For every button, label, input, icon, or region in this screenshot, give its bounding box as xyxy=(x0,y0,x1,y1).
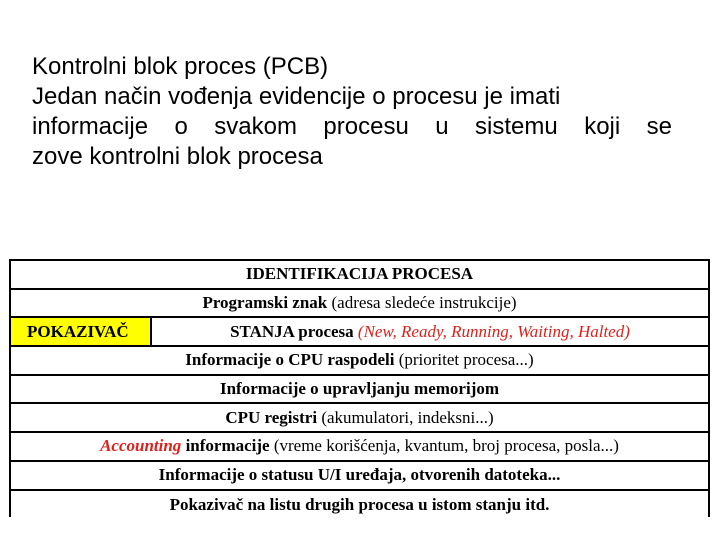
slide-line-1: Jedan način vođenja evidencije o procesu je imati xyxy=(32,83,561,110)
pcb-row-label: IDENTIFIKACIJA PROCESA xyxy=(245,264,474,284)
pointer-label: POKAZIVAČ xyxy=(27,321,129,341)
pcb-row-label: Informacije o CPU raspodeli xyxy=(185,350,395,370)
pcb-row-note: (vreme korišćenja, kvantum, broj procesa, posla...) xyxy=(269,436,619,456)
pcb-row-process-id xyxy=(11,261,708,290)
slide-text xyxy=(32,52,672,172)
slide-line-3: zove kontrolni blok procesa xyxy=(32,143,323,170)
pcb-row-process-list-pointer xyxy=(11,491,708,520)
pcb-row-label: Pokazivač na listu drugih procesa u istom stanju itd. xyxy=(169,494,550,514)
pcb-row-label: informacije xyxy=(181,436,270,456)
pcb-row-process-state xyxy=(11,318,708,347)
pcb-row-accounting-word: Accounting xyxy=(100,436,182,456)
pcb-row-label: Informacije o statusu U/I uređaja, otvorenih datoteka... xyxy=(158,465,561,485)
pcb-row-label: STANJA procesa xyxy=(230,321,354,341)
pcb-row-note: (prioritet procesa...) xyxy=(394,350,534,370)
pcb-row-states-list: (New, Ready, Running, Waiting, Halted) xyxy=(353,321,630,341)
pcb-row-note: (adresa sledeće instrukcije) xyxy=(327,293,517,313)
pcb-table xyxy=(9,259,710,517)
slide-title: Kontrolni blok proces (PCB) xyxy=(32,53,329,80)
pcb-row-program-counter xyxy=(11,290,708,319)
pcb-row-cpu-registers xyxy=(11,404,708,433)
pcb-row-memory-management xyxy=(11,376,708,405)
pcb-row-io-status xyxy=(11,462,708,491)
pcb-row-accounting xyxy=(11,433,708,462)
pcb-row-note: (akumulatori, indeksni...) xyxy=(317,407,494,427)
pcb-row-state-content xyxy=(230,322,630,342)
slide-line-2: informacije o svakom procesu u sistemu koji se xyxy=(32,113,672,140)
pcb-row-cpu-scheduling xyxy=(11,347,708,376)
pcb-row-label: Informacije o upravljanju memorijom xyxy=(219,379,500,399)
pcb-row-label: CPU registri xyxy=(225,407,318,427)
pcb-row-label: Programski znak xyxy=(202,293,328,313)
pointer-cell xyxy=(11,318,152,345)
